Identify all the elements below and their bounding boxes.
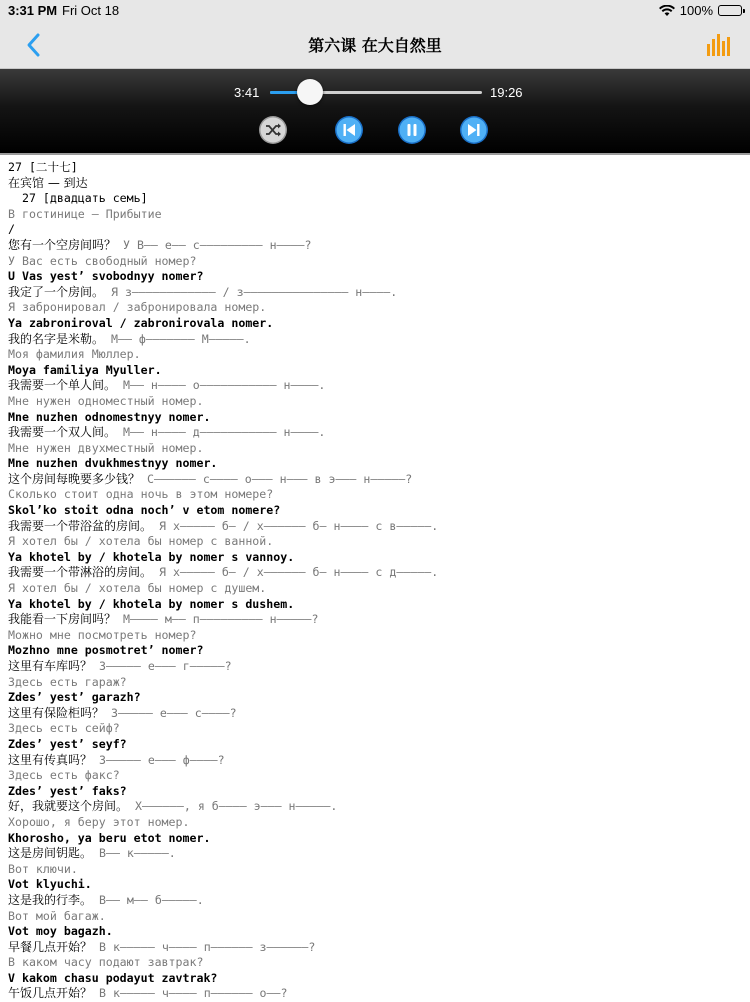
text-line	[8, 690, 746, 706]
chinese-sentence: 我需要一个带淋浴的房间。	[8, 565, 153, 580]
russian-hint: З————— е——— с————?	[104, 705, 237, 720]
text: /	[8, 222, 15, 237]
text-line	[8, 753, 746, 769]
chinese-sentence: 我的名字是米勒。	[8, 331, 105, 346]
russian-hint: С—————— с———— о——— н——— в э——— н—————?	[140, 471, 413, 486]
text-line	[8, 332, 746, 348]
chinese-sentence: 我定了一个房间。	[8, 284, 105, 299]
status-right	[659, 3, 742, 18]
text-line	[8, 815, 746, 831]
text-line	[8, 909, 746, 925]
shuffle-button[interactable]	[258, 115, 288, 145]
transliteration: Ya zabroniroval / zabronirovala nomer.	[8, 315, 274, 330]
pause-button[interactable]	[397, 115, 427, 145]
skip-next-icon	[459, 115, 489, 145]
chinese-sentence: 午饭几点开始？	[8, 986, 93, 1001]
russian-hint: В к————— ч———— п—————— з——————?	[92, 939, 316, 954]
next-button[interactable]	[459, 115, 489, 145]
text-line	[8, 441, 746, 457]
text-line	[8, 238, 746, 254]
transliteration: Zdes’ yest’ seyf?	[8, 736, 127, 751]
chinese-sentence: 您有一个空房间吗？	[8, 237, 117, 252]
text-line	[8, 862, 746, 878]
chinese-sentence: 在宾馆 — 到达	[8, 175, 88, 190]
text-line	[8, 877, 746, 893]
chinese-sentence: 这是我的行李。	[8, 892, 93, 907]
progress-slider[interactable]	[270, 91, 482, 94]
navigation-bar	[0, 22, 750, 69]
text-line	[8, 394, 746, 410]
page-title: 第六课 在大自然里	[308, 36, 442, 55]
text-line	[8, 768, 746, 784]
text-line	[8, 269, 746, 285]
russian-hint: М———— м—— п————————— н—————?	[116, 612, 319, 627]
russian-hint: Я х————— б— / х—————— б— н———— с в—————.	[152, 518, 439, 533]
chinese-sentence: 这个房间每晚要多少钱？	[8, 471, 141, 486]
chinese-sentence: 这里有车库吗？	[8, 659, 93, 673]
transliteration: Ya khotel by / khotela by nomer s dushem.	[8, 596, 295, 611]
russian-sentence: У Вас есть свободный номер?	[8, 253, 197, 268]
text-line	[8, 160, 746, 176]
russian-hint: В—— м—— б—————.	[92, 892, 204, 907]
chinese-sentence: 这里有传真吗？	[8, 752, 93, 767]
chinese-sentence: 这里有保险柜吗？	[8, 705, 105, 720]
russian-hint: М—— н———— о——————————— н————.	[116, 378, 326, 393]
text-line	[8, 503, 746, 519]
text-line	[8, 737, 746, 753]
russian-sentence: Мне нужен двухместный номер.	[8, 440, 204, 455]
russian-hint: У В—— е—— с————————— н————?	[116, 237, 312, 252]
status-bar	[0, 0, 750, 22]
russian-sentence: Сколько стоит одна ночь в этом номере?	[8, 487, 274, 502]
text-line	[8, 347, 746, 363]
text-line	[8, 550, 746, 566]
previous-button[interactable]	[334, 115, 364, 145]
text-line	[8, 597, 746, 613]
transliteration: Khorosho, ya beru etot nomer.	[8, 830, 211, 845]
shuffle-icon	[258, 115, 288, 145]
russian-sentence: Можно мне посмотреть номер?	[8, 627, 197, 642]
text-line	[8, 940, 746, 956]
transliteration: Vot moy bagazh.	[8, 924, 113, 939]
russian-hint: М—— н———— д——————————— н————.	[116, 425, 326, 440]
chinese-sentence: 我需要一个单人间。	[8, 378, 117, 393]
text-line	[8, 378, 746, 394]
text-line	[8, 893, 746, 909]
slider-knob[interactable]	[297, 79, 323, 105]
text-line	[8, 846, 746, 862]
text-line	[8, 831, 746, 847]
text-line	[8, 300, 746, 316]
text: 27 [二十七]	[8, 160, 78, 174]
menu-button[interactable]	[706, 34, 730, 56]
transliteration: Vot klyuchi.	[8, 877, 92, 892]
pause-icon	[397, 115, 427, 145]
text-line	[8, 207, 746, 223]
russian-sentence: Я забронировал / забронировала номер.	[8, 300, 267, 315]
text-line	[8, 222, 746, 238]
russian-hint: Х——————, я б———— э——— н—————.	[128, 799, 338, 814]
text-line	[8, 628, 746, 644]
transliteration: Skol’ko stoit odna noch’ v etom nomere?	[8, 503, 281, 518]
text-line	[8, 472, 746, 488]
text: 27 [двадцать семь]	[8, 191, 148, 206]
skip-previous-icon	[334, 115, 364, 145]
audio-player	[0, 69, 750, 155]
russian-sentence: Здесь есть гараж?	[8, 674, 127, 689]
russian-sentence: Здесь есть факс?	[8, 768, 120, 783]
current-time: 3:41	[234, 85, 260, 100]
russian-sentence: Мне нужен одноместный номер.	[8, 393, 204, 408]
text-line	[8, 565, 746, 581]
transliteration: Mozhno mne posmotret’ nomer?	[8, 643, 204, 658]
status-date: Fri Oct 18	[62, 3, 120, 18]
transliteration: Moya familiya Myuller.	[8, 362, 162, 377]
chinese-sentence: 好，我就要这个房间。	[8, 799, 129, 814]
russian-sentence: Вот мой багаж.	[8, 908, 106, 923]
text-line	[8, 581, 746, 597]
text-line	[8, 519, 746, 535]
text-line	[8, 643, 746, 659]
russian-hint: В к————— ч———— п—————— о——?	[92, 986, 288, 1001]
russian-hint: В—— к—————.	[92, 846, 176, 861]
text-line	[8, 706, 746, 722]
transliteration: V kakom chasu podayut zavtrak?	[8, 970, 218, 985]
russian-sentence: Вот ключи.	[8, 861, 78, 876]
transliteration: Mne nuzhen odnomestnyy nomer.	[8, 409, 211, 424]
transliteration: Mne nuzhen dvukhmestnyy nomer.	[8, 456, 218, 471]
status-time: 3:31 PM	[8, 3, 58, 18]
duration: 19:26	[490, 85, 523, 100]
russian-sentence: Моя фамилия Мюллер.	[8, 347, 141, 362]
chinese-sentence: 我能看一下房间吗？	[8, 612, 117, 627]
battery-icon	[718, 5, 742, 16]
russian-hint: З————— е——— г—————?	[92, 659, 232, 673]
chinese-sentence: 我需要一个双人间。	[8, 425, 117, 440]
bar-chart-icon	[706, 34, 730, 56]
transliteration: Ya khotel by / khotela by nomer s vannoy.	[8, 549, 295, 564]
text-line	[8, 784, 746, 800]
text-line	[8, 410, 746, 426]
text-line	[8, 534, 746, 550]
lesson-text	[8, 160, 746, 1002]
text-line	[8, 799, 746, 815]
wifi-icon	[659, 5, 675, 17]
text-line	[8, 675, 746, 691]
russian-sentence: В гостинице — Прибытие	[8, 206, 162, 221]
russian-sentence: Здесь есть сейф?	[8, 721, 120, 736]
chinese-sentence: 早餐几点开始？	[8, 939, 93, 954]
text-line	[8, 363, 746, 379]
text-line	[8, 254, 746, 270]
text-line	[8, 924, 746, 940]
transliteration: Zdes’ yest’ faks?	[8, 783, 127, 798]
text-line	[8, 487, 746, 503]
text-line	[8, 659, 746, 675]
russian-hint: Я з———————————— / з——————————————— н————.	[104, 284, 398, 299]
russian-hint: З————— е——— ф————?	[92, 752, 225, 767]
text-line	[8, 316, 746, 332]
russian-sentence: Хорошо, я беру этот номер.	[8, 814, 190, 829]
chinese-sentence: 我需要一个带浴盆的房间。	[8, 518, 153, 533]
text-line	[8, 425, 746, 441]
russian-sentence: Я хотел бы / хотела бы номер с душем.	[8, 581, 267, 596]
russian-sentence: Я хотел бы / хотела бы номер с ванной.	[8, 534, 274, 549]
transliteration: U Vas yest’ svobodnyy nomer?	[8, 269, 204, 284]
text-line	[8, 971, 746, 987]
russian-hint: Я х————— б— / х—————— б— н———— с д—————.	[152, 565, 439, 580]
text-line	[8, 456, 746, 472]
text-line	[8, 176, 746, 192]
russian-hint: М—— ф——————— М—————.	[104, 331, 251, 346]
text-line	[8, 191, 746, 207]
battery-percent: 100%	[679, 3, 713, 18]
transliteration: Zdes’ yest’ garazh?	[8, 690, 141, 705]
text-line	[8, 285, 746, 301]
text-line	[8, 612, 746, 628]
russian-sentence: В каком часу подают завтрак?	[8, 955, 204, 970]
text-line	[8, 955, 746, 971]
chinese-sentence: 这是房间钥匙。	[8, 846, 93, 861]
text-line	[8, 721, 746, 737]
